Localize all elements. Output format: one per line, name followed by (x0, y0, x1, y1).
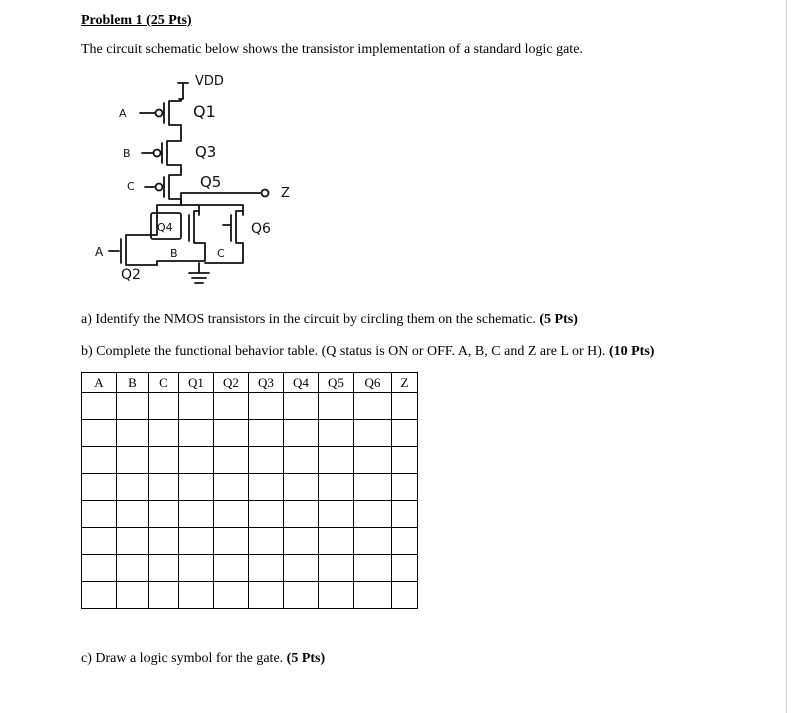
table-cell[interactable] (82, 393, 117, 420)
table-cell[interactable] (354, 474, 392, 501)
table-cell[interactable] (319, 447, 354, 474)
column-header: Q6 (354, 373, 392, 393)
table-cell[interactable] (149, 474, 179, 501)
table-cell[interactable] (117, 474, 149, 501)
column-header: Q3 (249, 373, 284, 393)
table-cell[interactable] (319, 393, 354, 420)
table-cell[interactable] (354, 528, 392, 555)
column-header: C (149, 373, 179, 393)
column-header: Q2 (214, 373, 249, 393)
column-header: Z (392, 373, 418, 393)
table-cell[interactable] (319, 582, 354, 609)
table-cell[interactable] (149, 528, 179, 555)
table-cell[interactable] (214, 474, 249, 501)
table-cell[interactable] (319, 555, 354, 582)
part-a-question (81, 312, 578, 328)
table-cell[interactable] (249, 420, 284, 447)
table-body (82, 393, 418, 609)
table-cell[interactable] (284, 582, 319, 609)
table-cell[interactable] (214, 420, 249, 447)
table-cell[interactable] (117, 528, 149, 555)
table-cell[interactable] (354, 420, 392, 447)
table-cell[interactable] (319, 474, 354, 501)
part-a-points: (5 Pts) (539, 312, 578, 327)
table-cell[interactable] (149, 447, 179, 474)
q5-label: Q5 (200, 173, 222, 191)
vdd-rail (178, 83, 188, 99)
vdd-label: VDD (195, 74, 224, 89)
table-cell[interactable] (354, 393, 392, 420)
table-cell[interactable] (179, 447, 214, 474)
q1-label: Q1 (193, 102, 216, 121)
table-cell[interactable] (214, 393, 249, 420)
table-cell[interactable] (249, 555, 284, 582)
table-cell[interactable] (284, 393, 319, 420)
table-cell[interactable] (82, 420, 117, 447)
table-cell[interactable] (82, 528, 117, 555)
q5-input-label: C (127, 180, 135, 193)
part-a-text: a) Identify the NMOS transistors in the circuit by circling them on the schematic. (81, 312, 536, 327)
column-header: Q5 (319, 373, 354, 393)
table-cell[interactable] (392, 555, 418, 582)
table-header-row (82, 373, 418, 393)
part-c-question (81, 651, 325, 667)
q1-input-label: A (119, 107, 127, 120)
column-header: Q4 (284, 373, 319, 393)
table-row (82, 420, 418, 447)
table-cell[interactable] (354, 555, 392, 582)
table-cell[interactable] (284, 474, 319, 501)
q5-transistor (164, 171, 181, 205)
table-cell[interactable] (214, 582, 249, 609)
table-cell[interactable] (284, 555, 319, 582)
q6-label: Q6 (251, 221, 271, 237)
functional-behavior-table (81, 372, 418, 609)
table-cell[interactable] (354, 501, 392, 528)
table-cell[interactable] (354, 582, 392, 609)
table-cell[interactable] (149, 582, 179, 609)
table-row (82, 555, 418, 582)
table-row (82, 582, 418, 609)
table-cell[interactable] (82, 555, 117, 582)
table-cell[interactable] (214, 528, 249, 555)
table-cell[interactable] (214, 501, 249, 528)
table-cell[interactable] (179, 528, 214, 555)
q2-input-label: A (95, 245, 104, 259)
table-cell[interactable] (179, 582, 214, 609)
table-cell[interactable] (82, 501, 117, 528)
table-cell[interactable] (149, 501, 179, 528)
q4-input-label: B (170, 247, 178, 260)
table-cell[interactable] (117, 420, 149, 447)
table-cell[interactable] (149, 555, 179, 582)
table-cell[interactable] (149, 420, 179, 447)
table-cell[interactable] (82, 447, 117, 474)
table-cell[interactable] (392, 501, 418, 528)
table-cell[interactable] (117, 447, 149, 474)
table-cell[interactable] (179, 501, 214, 528)
table-cell[interactable] (392, 420, 418, 447)
table-cell[interactable] (284, 420, 319, 447)
q1-transistor (164, 99, 181, 131)
part-b-question (81, 344, 654, 360)
table-cell[interactable] (354, 447, 392, 474)
part-c-points: (5 Pts) (286, 651, 326, 666)
table-cell[interactable] (117, 501, 149, 528)
part-c-text: c) Draw a logic symbol for the gate. (81, 651, 284, 666)
part-b-text: b) Complete the functional behavior table. (Q status is ON or OFF. A, B, C and Z are L or H). (81, 344, 606, 359)
table-cell[interactable] (284, 528, 319, 555)
table-cell[interactable] (249, 393, 284, 420)
q3-input-label: B (123, 147, 131, 160)
table-cell[interactable] (179, 393, 214, 420)
table-cell[interactable] (249, 582, 284, 609)
column-header: A (82, 373, 117, 393)
table-cell[interactable] (284, 501, 319, 528)
table-row (82, 501, 418, 528)
table-cell[interactable] (179, 555, 214, 582)
table-row (82, 528, 418, 555)
table-cell[interactable] (392, 393, 418, 420)
table-row (82, 447, 418, 474)
q2-label: Q2 (121, 267, 141, 283)
q2-transistor (109, 217, 157, 265)
table-cell[interactable] (149, 393, 179, 420)
table-cell[interactable] (319, 528, 354, 555)
q3-transistor (162, 131, 181, 171)
circuit-schematic (85, 65, 315, 295)
table-cell[interactable] (179, 474, 214, 501)
table-cell[interactable] (392, 474, 418, 501)
table-cell[interactable] (319, 420, 354, 447)
q3-label: Q3 (195, 143, 217, 161)
table-cell[interactable] (249, 528, 284, 555)
table-row (82, 474, 418, 501)
table-cell[interactable] (392, 582, 418, 609)
table-cell[interactable] (82, 582, 117, 609)
table-cell[interactable] (117, 555, 149, 582)
column-header: B (117, 373, 149, 393)
output-z-label: Z (281, 186, 290, 201)
table-cell[interactable] (179, 420, 214, 447)
q4-label: Q4 (157, 221, 173, 234)
table-cell[interactable] (117, 582, 149, 609)
table-cell[interactable] (82, 474, 117, 501)
column-header: Q1 (179, 373, 214, 393)
q6-input-label: C (217, 247, 225, 260)
table-cell[interactable] (249, 447, 284, 474)
table-cell[interactable] (117, 393, 149, 420)
table-cell[interactable] (214, 447, 249, 474)
part-b-points: (10 Pts) (608, 344, 655, 359)
table-cell[interactable] (319, 501, 354, 528)
problem-heading: Problem 1 (25 Pts) (81, 13, 192, 28)
table-cell[interactable] (214, 555, 249, 582)
table-cell[interactable] (392, 447, 418, 474)
table-cell[interactable] (249, 474, 284, 501)
table-cell[interactable] (392, 528, 418, 555)
table-row (82, 393, 418, 420)
table-cell[interactable] (249, 501, 284, 528)
page-edge-line (786, 0, 787, 713)
table-cell[interactable] (284, 447, 319, 474)
problem-intro: The circuit schematic below shows the transistor implementation of a standard logic gate. (81, 42, 583, 57)
ground-symbol (189, 263, 209, 283)
